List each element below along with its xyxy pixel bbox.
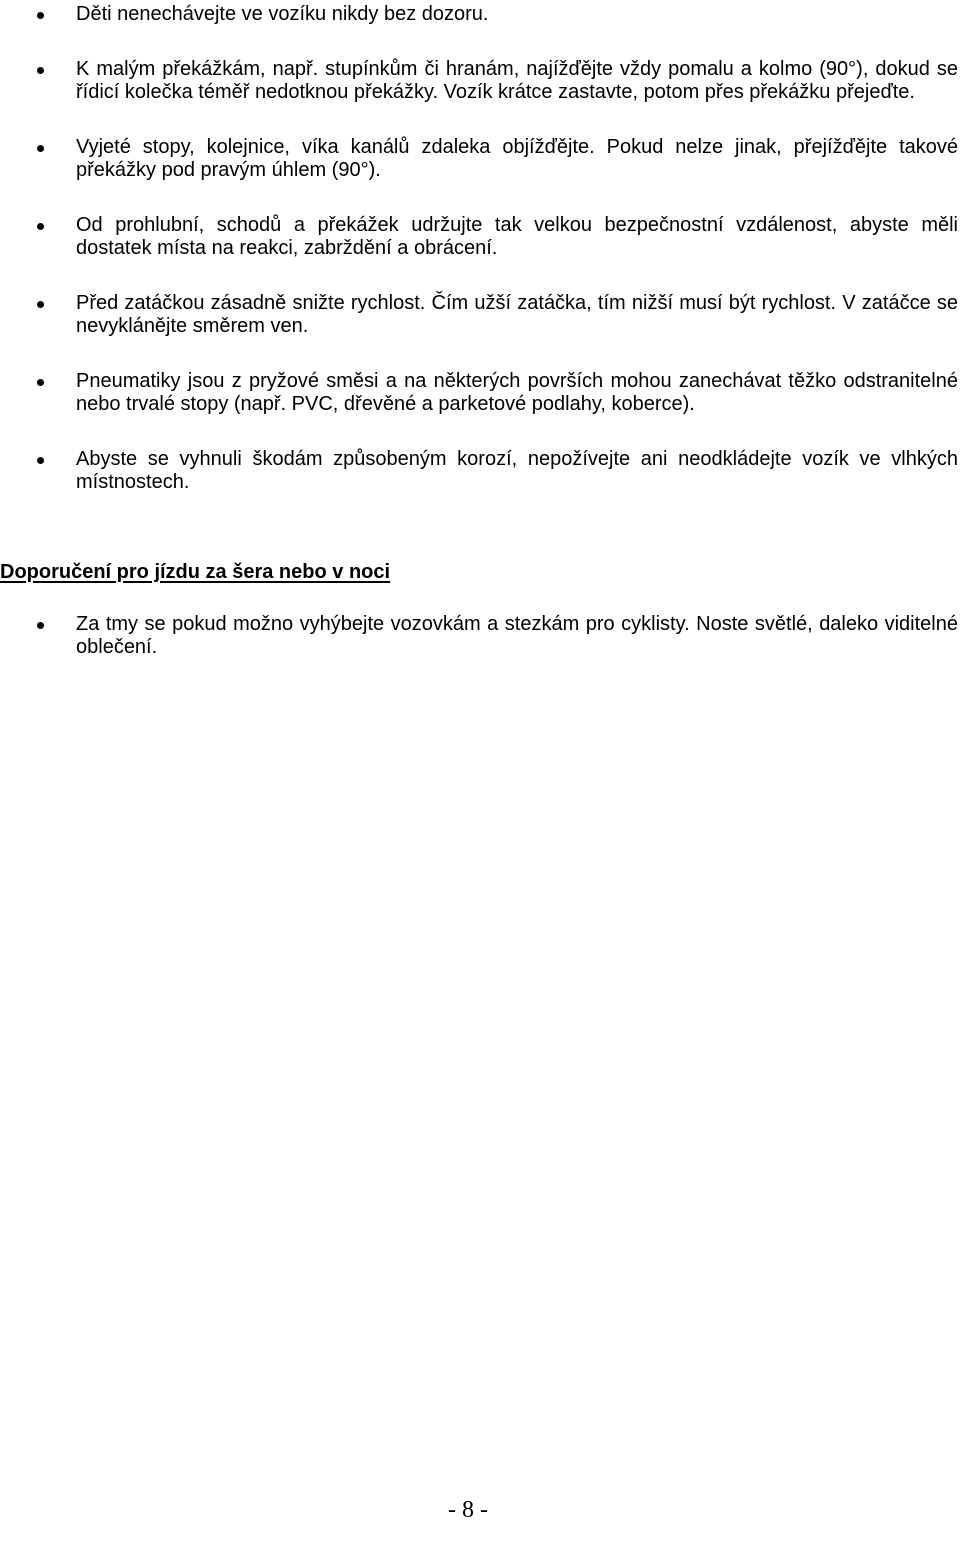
- bullet-icon: [37, 67, 44, 74]
- list-item-text: Před zatáčkou zásadně snižte rychlost. Čím užší zatáčka, tím nižší musí být rychlost. V zatáčce se nevyklánějte směrem ven.: [76, 292, 958, 337]
- list-item-text: Děti nenechávejte ve vozíku nikdy bez dozoru.: [76, 3, 489, 25]
- list-item-text: Abyste se vyhnuli škodám způsobeným korozí, nepožívejte ani neodkládejte vozík ve vlhkých místnostech.: [76, 448, 958, 493]
- list-item: [0, 370, 958, 416]
- list-item: [0, 3, 958, 26]
- bullet-icon: [37, 301, 44, 308]
- list-item: [0, 613, 958, 659]
- list-item: [0, 136, 958, 182]
- night-bullet-list: [0, 613, 958, 691]
- list-item-text: K malým překážkám, např. stupínkům či hranám, najížďějte vždy pomalu a kolmo (90°), dokud se řídicí kolečka téměř nedotknou překážky. Vozík krátce zastavte, potom přes překážku přejeďte.: [76, 58, 958, 103]
- bullet-icon: [37, 457, 44, 464]
- bullet-icon: [37, 223, 44, 230]
- bullet-icon: [37, 12, 44, 19]
- list-item: [0, 214, 958, 260]
- bullet-icon: [37, 622, 44, 629]
- list-item: [0, 292, 958, 338]
- list-item-text: Pneumatiky jsou z pryžové směsi a na některých površích mohou zanechávat těžko odstranitelné nebo trvalé stopy (např. PVC, dřevěné a parketové podlahy, koberce).: [76, 370, 958, 415]
- list-item-text: Vyjeté stopy, kolejnice, víka kanálů zdaleka objížďějte. Pokud nelze jinak, přejížďějte takové překážky pod pravým úhlem (90°).: [76, 136, 958, 181]
- safety-bullet-list: [0, 3, 958, 526]
- page-number: - 8 -: [448, 1497, 488, 1523]
- bullet-icon: [37, 145, 44, 152]
- list-item: [0, 58, 958, 104]
- bullet-icon: [37, 379, 44, 386]
- list-item-text: Za tmy se pokud možno vyhýbejte vozovkám a stezkám pro cyklisty. Noste světlé, daleko viditelné oblečení.: [76, 613, 958, 658]
- list-item: [0, 448, 958, 494]
- list-item-text: Od prohlubní, schodů a překážek udržujte tak velkou bezpečnostní vzdálenost, abyste měli dostatek místa na reakci, zabrždění a obrácení.: [76, 214, 958, 259]
- section-heading: Doporučení pro jízdu za šera nebo v noci: [0, 561, 391, 583]
